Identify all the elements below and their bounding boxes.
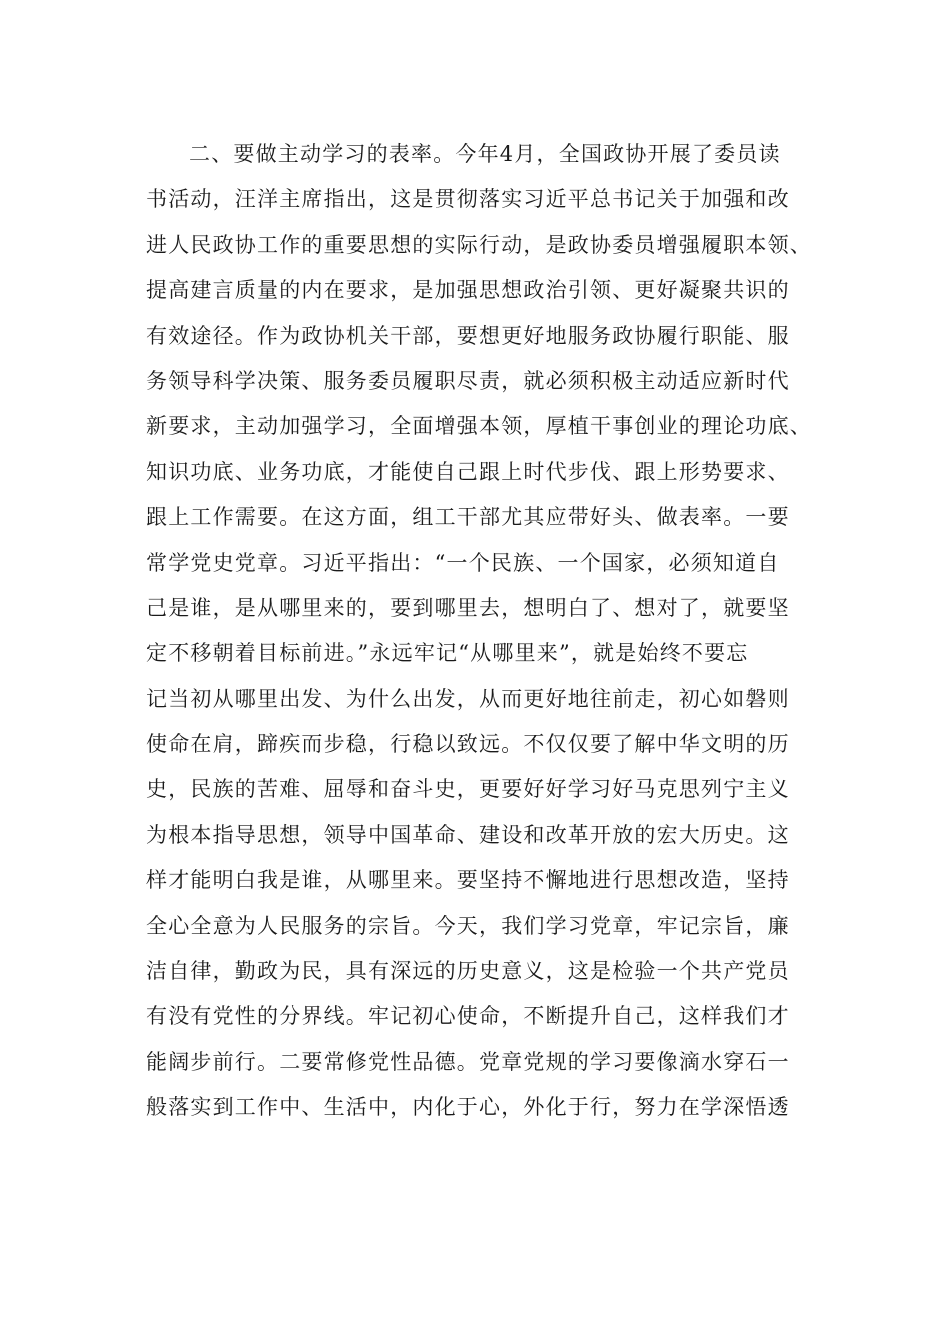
text-line: 定不移朝着目标前进。”永远牢记“从哪里来”，就是始终不要忘 [146,641,749,666]
text-line: 能阔步前行。二要常修党性品德。党章党规的学习要像滴水穿石一 [146,1049,790,1074]
text-line: 为根本指导思想，领导中国革命、建设和改革开放的宏大历史。这 [146,822,790,847]
text-line: 样才能明白我是谁，从哪里来。要坚持不懈地进行思想改造，坚持 [146,868,790,893]
text-line: 己是谁，是从哪里来的，要到哪里去，想明白了、想对了，就要坚 [146,595,790,620]
text-line: 进人民政协工作的重要思想的实际行动，是政协委员增强履职本领、 [146,232,812,257]
text-line: 务领导科学决策、服务委员履职尽责，就必须积极主动适应新时代 [146,368,790,393]
text-line: 新要求，主动加强学习，全面增强本领，厚植干事创业的理论功底、 [146,414,812,439]
text-line: 使命在肩，蹄疾而步稳，行稳以致远。不仅仅要了解中华文明的历 [146,732,790,757]
text-line: 洁自律，勤政为民，具有深远的历史意义，这是检验一个共产党员 [146,959,790,984]
text-line: 史，民族的苦难、屈辱和奋斗史，更要好好学习好马克思列宁主义 [146,777,790,802]
text-line: 书活动，汪洋主席指出，这是贯彻落实习近平总书记关于加强和改 [146,187,790,212]
text-line: 有效途径。作为政协机关干部，要想更好地服务政协履行职能、服 [146,323,790,348]
text-line: 般落实到工作中、生活中，内化于心，外化于行，努力在学深悟透 [146,1095,790,1120]
text-line: 跟上工作需要。在这方面，组工干部尤其应带好头、做表率。一要 [146,505,790,530]
text-line: 有没有党性的分界线。牢记初心使命，不断提升自己，这样我们才 [146,1004,790,1029]
body-paragraph [146,132,826,1131]
text-line: 提高建言质量的内在要求，是加强思想政治引领、更好凝聚共识的 [146,278,790,303]
text-line: 知识功底、业务功底，才能使自己跟上时代步伐、跟上形势要求、 [146,459,790,484]
text-line: 二、要做主动学习的表率。今年4月，全国政协开展了委员读 [189,142,781,166]
text-line: 全心全意为人民服务的宗旨。今天，我们学习党章，牢记宗旨，廉 [146,913,790,938]
text-line: 常学党史党章。习近平指出：“一个民族、一个国家，必须知道自 [146,550,780,575]
text-line: 记当初从哪里出发、为什么出发，从而更好地往前走，初心如磐则 [146,686,790,711]
